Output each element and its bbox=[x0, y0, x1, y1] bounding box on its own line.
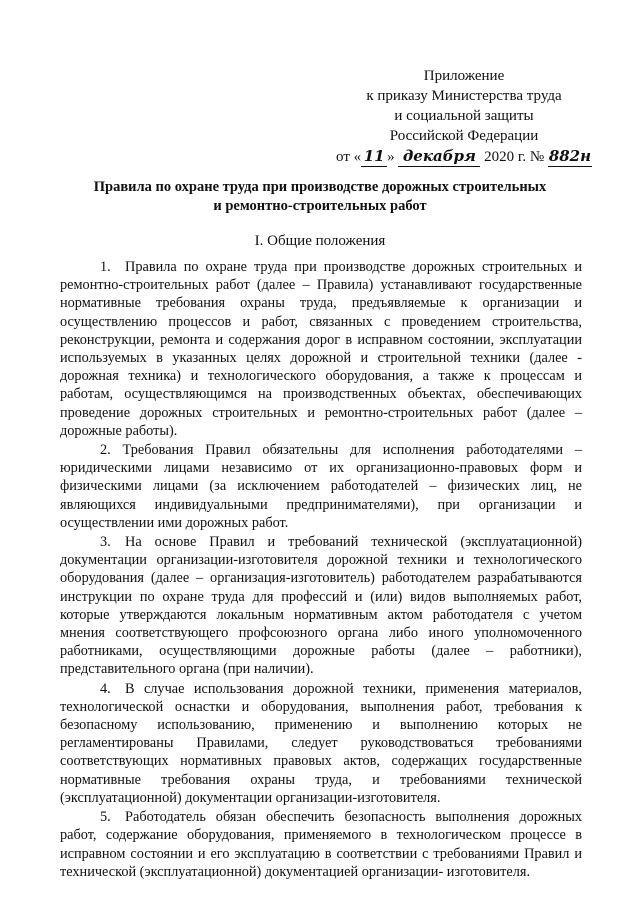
handwritten-order-number: 882н bbox=[548, 147, 592, 165]
handwritten-day: 11 bbox=[361, 146, 387, 167]
document-title bbox=[60, 178, 580, 216]
order-reference-line: к приказу Министерства труда bbox=[366, 88, 562, 104]
paragraph-1: 1. Правила по охране труда при производстве дорожных строительных и ремонтно-строительных работ (далее – Правила) устанавливают государственные нормативные требования охраны труда, предъявляемые к организации и осуществлению процессов и работ, связанных с проведением строительства, реконструкции, ремонта и содержания дорог в исправном состоянии, эксплуатации используемых в указанных целях дорожной и строительной техники (далее - дорожная техника) и технологического оборудования, а также к процессам и работам, осуществляющимся на производственных объектах, обеспечивающих проведение дорожных строительных и ремонтно-строительных работ (далее – дорожные работы). bbox=[60, 259, 582, 439]
paragraph-4: 4. В случае использования дорожной техники, применения материалов, технологической оснастки и оборудования, выполнения работ, требования к безопасному использованию, применению и выполнению которых не регламентированы Правилами, следует руководствоваться требованиями соответствующих нормативных правовых актов, содержащих государственные нормативные требования охраны труда, и требованиями технической (эксплуатационной) документации организации-изготовителя. bbox=[60, 680, 582, 806]
section-heading: I. Общие положения bbox=[254, 233, 386, 249]
paragraph-5: 5. Работодатель обязан обеспечить безопасность выполнения дорожных работ, содержание оборудования, применяемого в технологическом процессе в исправном состоянии и его эксплуатацию в соответствии с требованиями Правил и технической (эксплуатационной) документацией организации- изготовителя. bbox=[60, 809, 582, 880]
order-date-line bbox=[333, 146, 595, 167]
handwritten-month: декабря bbox=[398, 146, 480, 167]
ministry-line: и социальной защиты bbox=[394, 108, 534, 124]
appendix-label: Приложение bbox=[423, 68, 505, 84]
appendix-header bbox=[333, 66, 595, 167]
document-title-line-1: Правила по охране труда при производстве дорожных строительных bbox=[93, 179, 547, 195]
country-line: Российской Федерации bbox=[389, 128, 539, 144]
year-text: 2020 г. № bbox=[484, 149, 545, 165]
date-prefix: от « bbox=[336, 149, 362, 165]
document-body bbox=[60, 258, 582, 882]
document-title-line-2: и ремонтно-строительных работ bbox=[213, 198, 427, 214]
date-mid: » bbox=[387, 149, 395, 165]
paragraph-2: 2. Требования Правил обязательны для исполнения работодателями – юридическими лицами независимо от их организационно-правовых форм и физическими лицами (за исключением работодателей – физических лиц, не являющихся индивидуальными предпринимателями), при организации и осуществлении ими дорожных работ. bbox=[60, 442, 582, 531]
paragraph-3: 3. На основе Правил и требований технической (эксплуатационной) документации организации-изготовителя дорожной техники и технологического оборудования (далее – организация-изготовитель) работодателем разрабатываются инструкции по охране труда для профессий и (или) видов выполняемых работ, которые утверждаются локальным нормативным актом работодателя с учетом мнения соответствующего профсоюзного органа либо иного уполномоченного работниками, осуществляющими дорожные работы (далее – работники), представительного органа (при наличии). bbox=[60, 534, 582, 678]
